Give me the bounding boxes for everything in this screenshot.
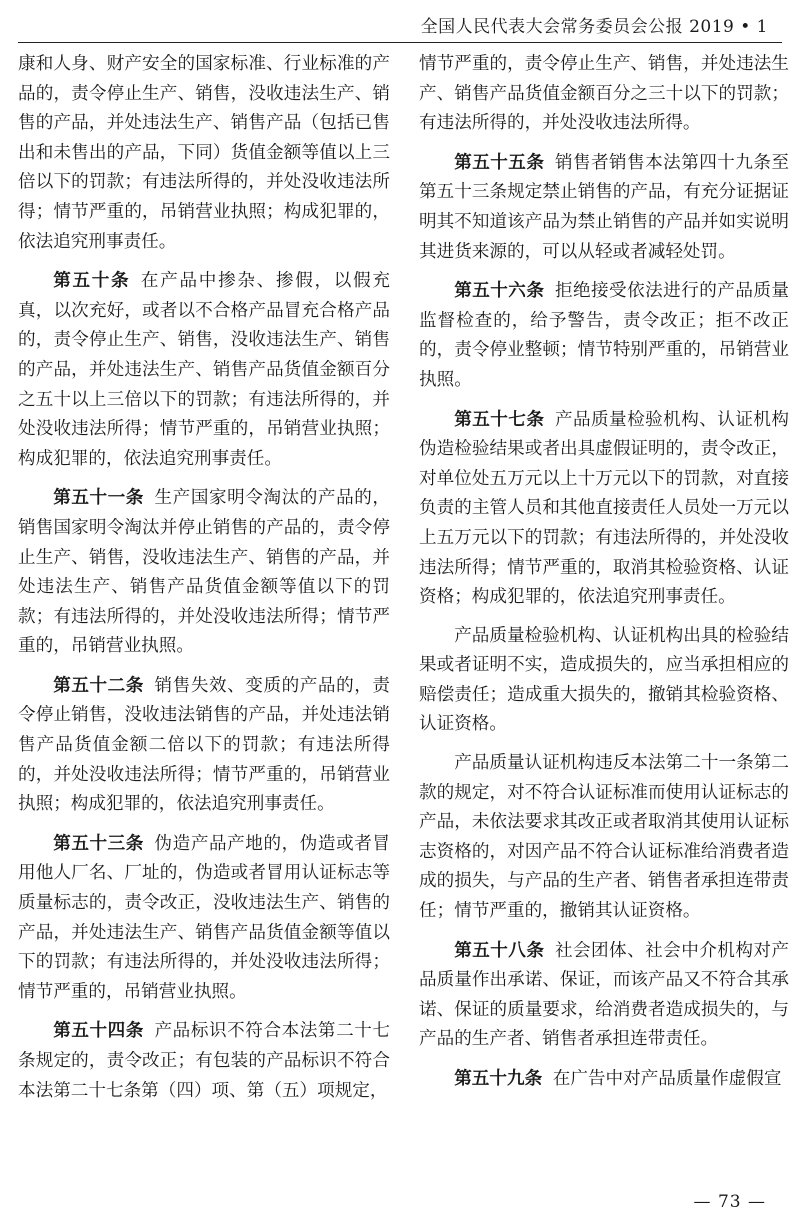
journal-title: 全国人民代表大会常务委员会公报 2019 • 1 <box>420 17 768 37</box>
article-text: 销售失效、变质的产品的，责令停止销售，没收违法销售的产品，并处违法销售产品货值金额二倍以下的罚款；有违法所得的，并处没收违法所得；情节严重的，吊销营业执照；构成犯罪的，依法追究刑事责任。 <box>18 675 390 815</box>
article-text: 在产品中掺杂、掺假，以假充真，以次充好，或者以不合格产品冒充合格产品的，责令停止生产、销售，没收违法生产、销售的产品，并处违法生产、销售产品货值金额百分之五十以上三倍以下的罚款；有违法所得的，并处没收违法所得；情节严重的，吊销营业执照；构成犯罪的，依法追究刑事责任。 <box>18 271 390 469</box>
header-divider <box>18 42 782 43</box>
article-paragraph <box>419 148 789 267</box>
continuation-paragraph: 康和人身、财产安全的国家标准、行业标准的产品的，责令停止生产、销售，没收违法生产、销售的产品，并处违法生产、销售产品（包括已售出和未售出的产品，下同）货值金额等值以上三倍以下的罚款；有违法所得的，并处没收违法所得；情节严重的，吊销营业执照；构成犯罪的，依法追究刑事责任。 <box>18 54 390 252</box>
continuation-paragraph: 情节严重的，责令停止生产、销售，并处违法生产、销售产品货值金额百分之三十以下的罚款；有违法所得的，并处没收违法所得。 <box>419 54 789 134</box>
article-number: 第五十三条 <box>53 832 144 854</box>
article-text: 产品质量认证机构违反本法第二十一条第二款的规定，对不符合认证标准而使用认证标志的产品，未依法要求其改正或者取消其使用认证标志资格的，对因产品不符合认证标准给消费者造成的损失，与产品的生产者、销售者承担连带责任；情节严重的，撤销其认证资格。 <box>419 753 789 922</box>
article-paragraph <box>18 1016 390 1106</box>
article-text: 销售者销售本法第四十九条至第五十三条规定禁止销售的产品，有充分证据证明其不知道该产品为禁止销售的产品并如实说明其进货来源的，可以从轻或者减轻处罚。 <box>419 152 789 262</box>
article-text: 产品标识不符合本法第二十七条规定的，责令改正；有包装的产品标识不符合本法第二十七条第（四）项、第（五）项规定， <box>18 1021 390 1101</box>
page-number: — 73 — <box>693 1192 766 1212</box>
article-paragraph <box>18 829 390 1008</box>
right-column <box>419 50 789 1180</box>
page-header <box>0 0 800 44</box>
article-number: 第五十二条 <box>53 674 144 696</box>
article-text: 伪造产品产地的，伪造或者冒用他人厂名、厂址的，伪造或者冒用认证标志等质量标志的，责令改正，没收违法生产、销售的产品，并处违法生产、销售产品货值金额等值以下的罚款；有违法所得的，并处没收违法所得；情节严重的，吊销营业执照。 <box>18 833 390 1002</box>
article-paragraph <box>419 276 789 395</box>
article-paragraph <box>18 671 390 820</box>
article-paragraph <box>419 1064 789 1095</box>
article-text: 在广告中对产品质量作虚假宣 <box>552 1069 782 1089</box>
article-paragraph <box>419 622 789 740</box>
article-number: 第五十六条 <box>454 280 545 302</box>
article-number: 第五十条 <box>53 270 131 292</box>
article-paragraph <box>419 749 789 927</box>
article-number: 第五十五条 <box>454 151 545 173</box>
article-number: 第五十九条 <box>454 1068 543 1089</box>
article-number: 第五十一条 <box>53 487 144 509</box>
article-text: 生产国家明令淘汰的产品的，销售国家明令淘汰并停止销售的产品的，责令停止生产、销售，没收违法生产、销售的产品，并处违法生产、销售产品货值金额等值以下的罚款；有违法所得的，并处没收违法所得；情节严重的，吊销营业执照。 <box>18 488 390 657</box>
article-paragraph <box>18 266 390 474</box>
article-number: 第五十八条 <box>454 939 545 961</box>
article-text: 社会团体、社会中介机构对产品质量作出承诺、保证，而该产品又不符合其承诺、保证的质量要求，给消费者造成损失的，与产品的生产者、销售者承担连带责任。 <box>419 940 789 1050</box>
article-paragraph <box>419 936 789 1055</box>
article-number: 第五十四条 <box>53 1020 144 1042</box>
article-paragraph <box>18 483 390 662</box>
article-text: 产品质量检验机构、认证机构出具的检验结果或者证明不实，造成损失的，应当承担相应的赔偿责任；造成重大损失的，撤销其检验资格、认证资格。 <box>419 625 789 735</box>
article-paragraph <box>419 405 789 613</box>
left-column <box>18 50 390 1180</box>
article-number: 第五十七条 <box>454 408 545 430</box>
article-text: 拒绝接受依法进行的产品质量监督检查的，给予警告，责令改正；拒不改正的，责令停业整顿；情节特别严重的，吊销营业执照。 <box>419 281 789 390</box>
article-text: 产品质量检验机构、认证机构伪造检验结果或者出具虚假证明的，责令改正，对单位处五万元以上十万元以下的罚款，对直接负责的主管人员和其他直接责任人员处一万元以上五万元以下的罚款；有违法所得的，并处没收违法所得；情节严重的，取消其检验资格、认证资格；构成犯罪的，依法追究刑事责任。 <box>419 409 789 608</box>
